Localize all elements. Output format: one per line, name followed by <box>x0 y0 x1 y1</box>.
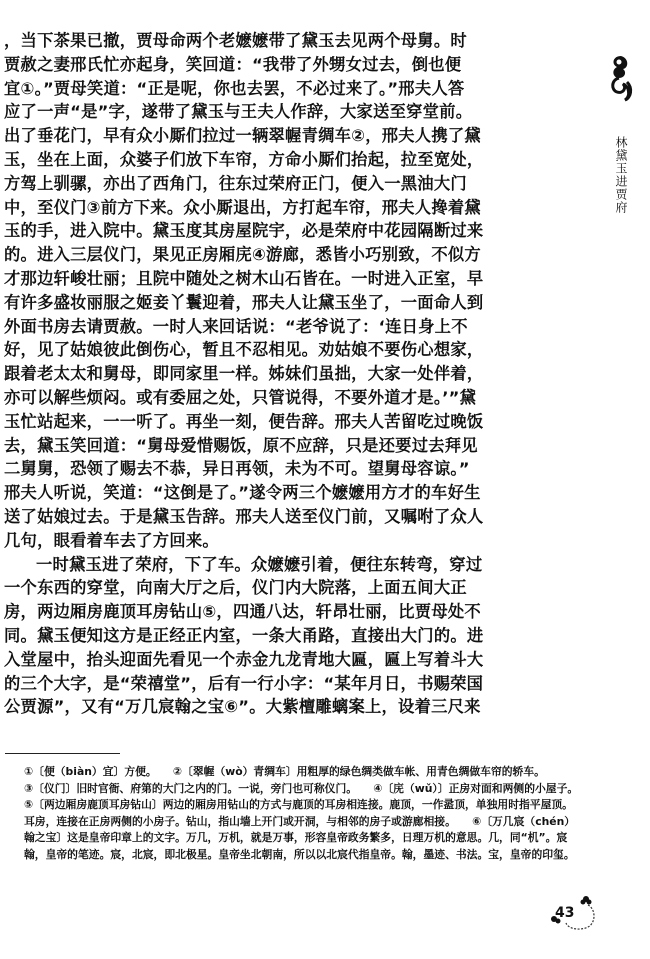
text-line: 玉的手，进入院中。黛玉度其房屋院宇，必是荣府中花园隔断过来 <box>4 221 484 241</box>
text-line: 一个东西的穿堂，向南大厅之后，仪门内大院落，上面五间大正 <box>4 578 467 598</box>
footnote-line: 翰之宝〕这是皇帝印章上的文字。万几，万机，就是万事，形容皇帝政务繁多，日理万机的意思。几，同“机”。宸 <box>24 831 568 845</box>
text-line: 几句，眼看着车去了方回来。 <box>4 530 219 550</box>
footnote-line: ③〔仪门〕旧时官衙、府第的大门之内的门。一说，旁门也可称仪门。 ④〔庑（wǔ）〕正房对面和两侧的小屋子。 <box>24 781 579 795</box>
text-line: 宜①。”贾母笑道：“正是呢，你也去罢，不必过来了。”邢夫人答 <box>4 78 465 98</box>
text-line: 才那边轩峻壮丽；且院中随处之树木山石皆在。一时进入正室，早 <box>4 268 484 288</box>
running-head-chapter-title: 林黛玉进贾府 <box>614 136 628 214</box>
text-line: 应了一声“是”字，遂带了黛玉与王夫人作辞，大家送至穿堂前。 <box>4 102 473 122</box>
text-line: 送了姑娘过去。于是黛玉告辞。邢夫人送至仪门前，又嘱咐了众人 <box>4 506 484 526</box>
text-line: 玉，坐在上面，众婆子们放下车帘，方命小厮们抬起，拉至宽处， <box>4 149 484 169</box>
footnote-line: 耳房，连接在正房两侧的小房子。钻山，指山墙上开门或开洞，与相邻的房子或游廊相接。 ⑥〔万几宸（chén） <box>24 814 576 828</box>
text-line: 去，黛玉笑回道：“舅母爱惜赐饭，原不应辞，只是还要过去拜见 <box>4 435 478 455</box>
text-line: 有许多盛妆丽服之姬妾丫鬟迎着，邢夫人让黛玉坐了，一面命人到 <box>4 292 484 312</box>
text-line: 玉忙站起来，一一听了。再坐一刻，便告辞。邢夫人苦留吃过晚饭 <box>4 411 484 431</box>
text-line: 的三个大字，是“荣禧堂”，后有一行小字：“某年月日，书赐荣国 <box>4 673 484 693</box>
text-line: 同。黛玉便知这方是正经正内室，一条大甬路，直接出大门的。进 <box>4 625 484 645</box>
footnote-line: ⑤〔两边厢房鹿顶耳房钻山〕两边的厢房用钻山的方式与鹿顶的耳房相连接。鹿顶，一作盝顶，单独用时指平屋顶。 <box>24 798 573 812</box>
paragraph-start-line: 一时黛玉进了荣府，下了车。众嬷嬷引着，便往东转弯，穿过 <box>36 554 483 574</box>
text-line: 公贾源”，又有“万几宸翰之宝⑥”。大紫檀雕螭案上，设着三尺来 <box>4 697 481 717</box>
body-text <box>4 29 484 719</box>
text-line: 好，见了姑娘彼此倒伤心，暂且不忍相见。劝姑娘不要伤心想家， <box>4 340 484 360</box>
text-line: 亦可以解些烦闷。或有委屈之处，只管说得，不要外道才是。’”黛 <box>4 387 477 407</box>
text-line: 入堂屋中，抬头迎面先看见一个赤金九龙青地大匾，匾上写着斗大 <box>4 649 484 669</box>
scroll-flourish-icon <box>607 52 635 104</box>
text-line: 二舅舅，恐领了赐去不恭，异日再领，未为不可。望舅母容谅。” <box>4 459 470 479</box>
text-line: 方驾上驯骡，亦出了西角门，往东过荣府正门，便入一黑油大门 <box>4 173 467 193</box>
text-line: 中，至仪门③前方下来。众小厮退出，方打起车帘，邢夫人搀着黛 <box>4 197 481 217</box>
page-number: 43 <box>555 905 575 921</box>
text-line: 外面书房去请贾赦。一时人来回话说：“老爷说了：‘连日身上不 <box>4 316 468 336</box>
text-line: 贾赦之妻邢氏忙亦起身，笑回道：“我带了外甥女过去，倒也便 <box>4 54 462 74</box>
text-line: 的。进入三层仪门，果见正房厢庑④游廊，悉皆小巧别致，不似方 <box>4 245 481 265</box>
text-line: 邢夫人听说，笑道：“这倒是了。”遂令两三个嬷嬷用方才的车好生 <box>4 483 481 503</box>
text-line: 跟着老太太和舅母，即同家里一样。姊妹们虽拙，大家一处伴着， <box>4 364 484 384</box>
footnote-line: ①〔便（biàn）宜〕方便。 ②〔翠幄（wò）青绸车〕用粗厚的绿色绸类做车帐、用青色绸做车帘的轿车。 <box>24 765 545 778</box>
text-line: 房，两边厢房鹿顶耳房钻山⑤，四通八达，轩昂壮丽，比贾母处不 <box>4 602 481 622</box>
text-line: ，当下茶果已撤，贾母命两个老嬷嬷带了黛玉去见两个母舅。时 <box>4 31 467 50</box>
footnote-line: 翰，皇帝的笔迹。宸，北宸，即北极星。皇帝坐北朝南，所以以北宸代指皇帝。翰，墨迹、书法。宝，皇帝的印玺。 <box>24 847 575 861</box>
footnote-divider <box>5 753 120 754</box>
footnotes <box>24 764 624 864</box>
text-line: 出了垂花门，早有众小厮们拉过一辆翠幄青绸车②，邢夫人携了黛 <box>4 126 481 146</box>
